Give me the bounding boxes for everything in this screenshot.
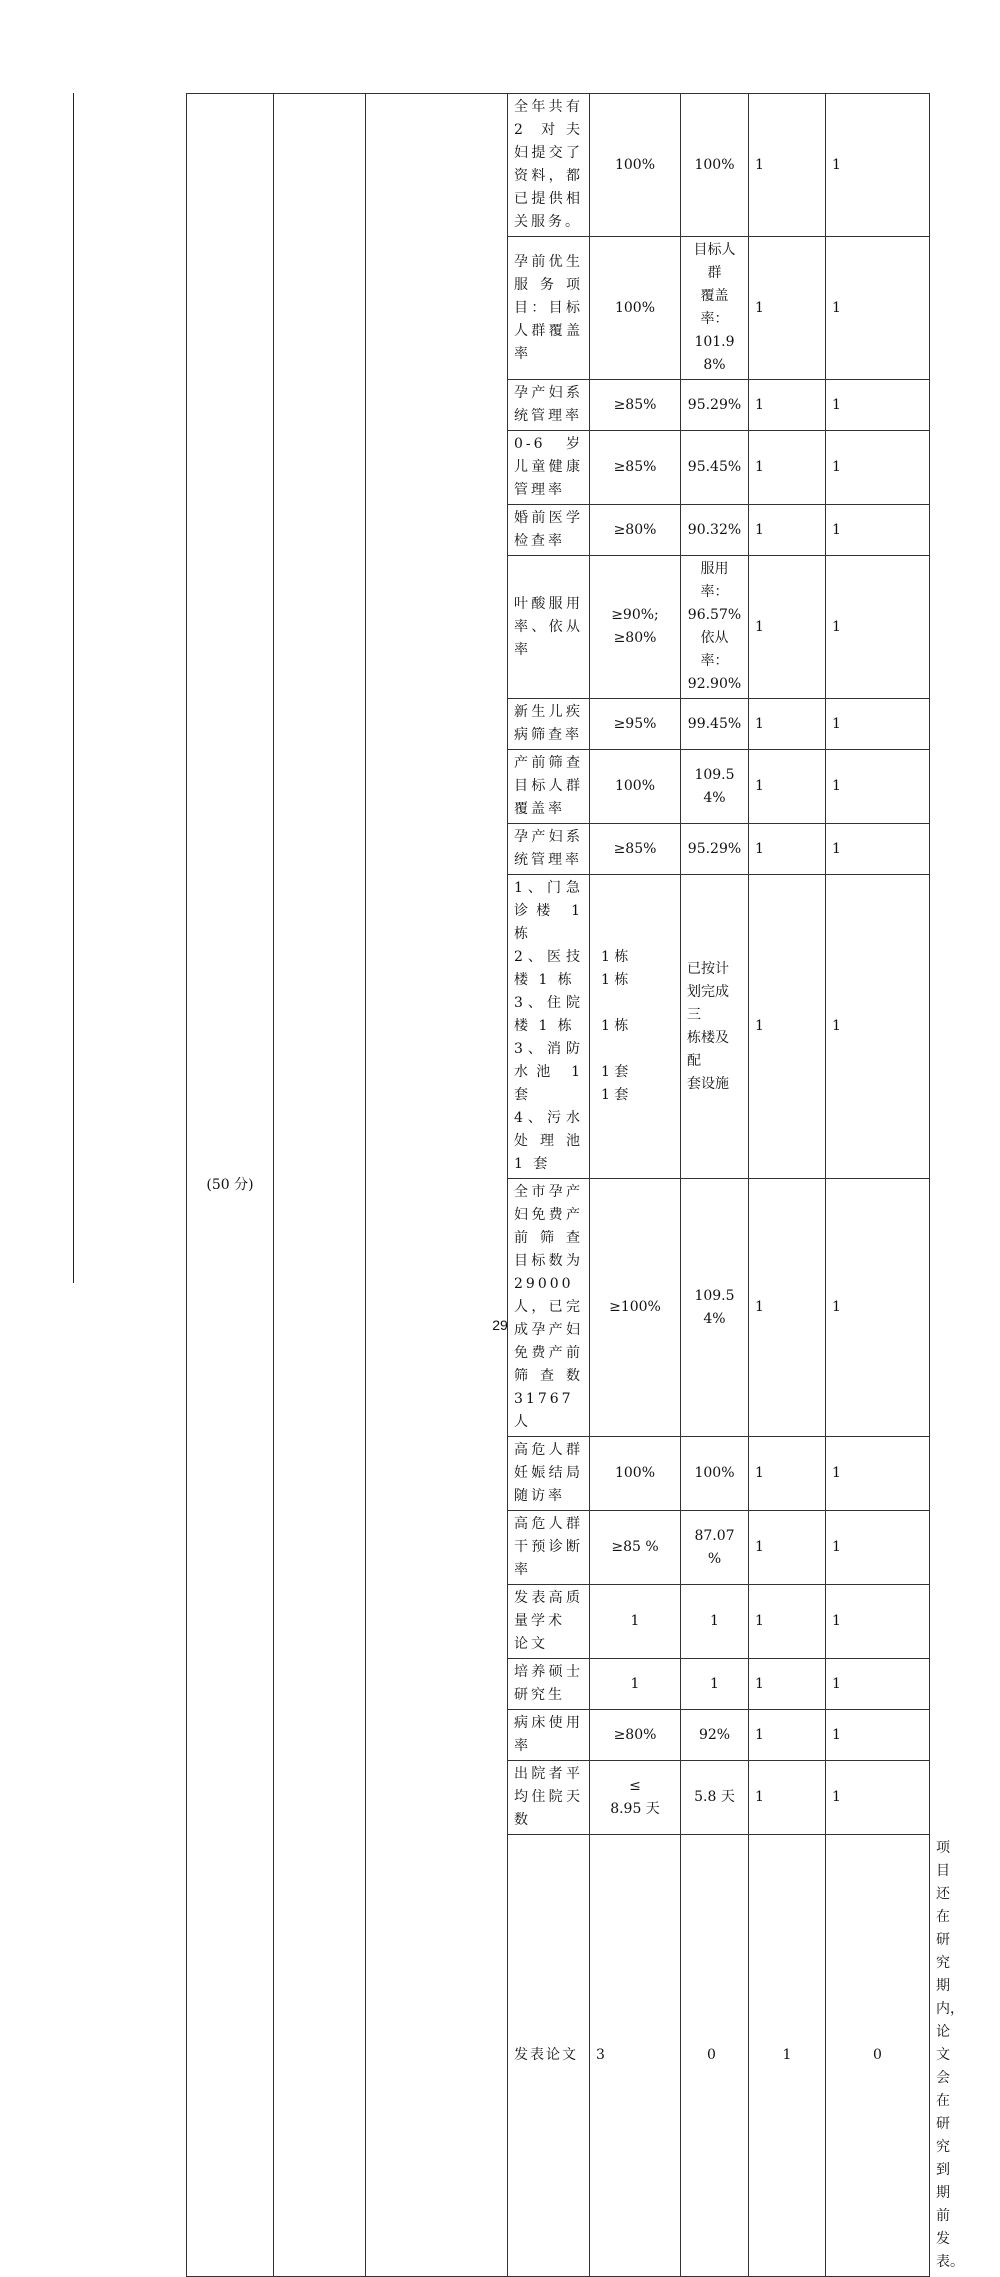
score-cell: 1 <box>826 556 930 699</box>
indicator-name-cell: 发表高质量学术 论文 <box>508 1585 590 1659</box>
actual-value-cell: 90.32% <box>681 505 749 556</box>
weight-cell: 1 <box>749 699 826 750</box>
target-value-cell: ≥85% <box>590 824 681 875</box>
target-value-cell: ≥85% <box>590 380 681 431</box>
actual-value-cell: 95.29% <box>681 380 749 431</box>
actual-value-cell: 目标人群 覆盖率： 101.98% <box>681 237 749 380</box>
target-value-cell: 3 <box>590 1835 681 2277</box>
actual-value-cell: 109.54% <box>681 750 749 824</box>
left-margin-rule <box>73 93 74 1283</box>
weight-cell: 1 <box>749 237 826 380</box>
indicator-name-cell: 孕前优生服务项目：目标人群覆盖率 <box>508 237 590 380</box>
score-cell: 1 <box>826 699 930 750</box>
actual-value-cell: 1 <box>681 1585 749 1659</box>
score-cell: 1 <box>826 1511 930 1585</box>
table-body <box>187 94 964 2277</box>
indicator-name-cell: 0-6 岁儿童健康管理率 <box>508 431 590 505</box>
indicator-name-cell: 发表论文 <box>508 1835 590 2277</box>
actual-value-cell: 5.8 天 <box>681 1761 749 1835</box>
score-cell: 1 <box>826 1710 930 1761</box>
actual-value-cell: 92% <box>681 1710 749 1761</box>
weight-cell: 1 <box>749 1585 826 1659</box>
score-cell: 1 <box>826 505 930 556</box>
indicator-name-cell: 全年共有 2 对夫妇提交了资料，都已提供相关服务。 <box>508 94 590 237</box>
target-value-cell: ≥80% <box>590 505 681 556</box>
indicator-name-cell: 1、门急诊楼 1 栋 2、医技楼 1 栋 3、住院楼 1 栋 3、消防水池 1 套 4、污水处理池 1 套 <box>508 875 590 1179</box>
indicator-name-cell: 新生儿疾病筛查率 <box>508 699 590 750</box>
score-cell: 1 <box>826 1585 930 1659</box>
target-value-cell: ≥100% <box>590 1179 681 1437</box>
actual-value-cell: 87.07 % <box>681 1511 749 1585</box>
score-category-cell: (50 分) <box>187 94 274 2277</box>
weight-cell: 1 <box>749 824 826 875</box>
weight-cell: 1 <box>749 1511 826 1585</box>
page-number: 29 <box>492 1317 508 1333</box>
weight-cell: 1 <box>749 1659 826 1710</box>
score-cell: 1 <box>826 94 930 237</box>
target-value-cell: 100% <box>590 1437 681 1511</box>
category-cell <box>274 94 366 2277</box>
score-cell: 1 <box>826 824 930 875</box>
table-row: 发表论文 3 0 1 0 项目还在研究期内，论文会在研究到期前发表。 <box>187 1835 930 2277</box>
score-cell: 1 <box>826 1761 930 1835</box>
weight-cell: 1 <box>749 1761 826 1835</box>
score-cell: 1 <box>826 1179 930 1437</box>
target-value-cell: 1 <box>590 1585 681 1659</box>
actual-value-cell: 95.45% <box>681 431 749 505</box>
weight-cell: 1 <box>749 1835 826 2277</box>
weight-cell: 1 <box>749 875 826 1179</box>
score-cell: 1 <box>826 1437 930 1511</box>
target-value-cell: 100% <box>590 94 681 237</box>
target-value-cell: 100% <box>590 750 681 824</box>
actual-value-cell: 100% <box>681 1437 749 1511</box>
actual-value-cell: 99.45% <box>681 699 749 750</box>
score-cell: 1 <box>826 431 930 505</box>
target-value-cell: ≥85 % <box>590 1511 681 1585</box>
target-value-cell: 1 <box>590 1659 681 1710</box>
actual-value-cell: 95.29% <box>681 824 749 875</box>
indicator-name-cell: 全市孕产妇免费产前筛查 目标数为 29000 人，已完成孕产妇免费产前筛查数 31767 人 <box>508 1179 590 1437</box>
target-value-cell: ≥90%; ≥80% <box>590 556 681 699</box>
indicator-name-cell: 出院者平均住院天数 <box>508 1761 590 1835</box>
target-value-cell: 100% <box>590 237 681 380</box>
indicator-name-cell: 叶酸服用率、依从率 <box>508 556 590 699</box>
indicator-name-cell: 病床使用率 <box>508 1710 590 1761</box>
score-cell: 1 <box>826 1659 930 1710</box>
target-value-cell: ≥95% <box>590 699 681 750</box>
weight-cell: 1 <box>749 505 826 556</box>
indicator-name-cell: 高危人群妊娠结局随访率 <box>508 1437 590 1511</box>
weight-cell: 1 <box>749 1437 826 1511</box>
target-value-cell: 1 栋 1 栋 1 栋 1 套 1 套 <box>590 875 681 1179</box>
actual-value-cell: 0 <box>681 1835 749 2277</box>
score-cell: 1 <box>826 380 930 431</box>
score-cell: 1 <box>826 875 930 1179</box>
indicator-name-cell: 产前筛查目标人群覆盖率 <box>508 750 590 824</box>
indicator-name-cell: 高危人群干预诊断率 <box>508 1511 590 1585</box>
indicator-name-cell: 培养硕士研究生 <box>508 1659 590 1710</box>
target-value-cell: ≥85% <box>590 431 681 505</box>
subcategory-cell <box>366 94 508 2277</box>
target-value-cell: ≥80% <box>590 1710 681 1761</box>
weight-cell: 1 <box>749 94 826 237</box>
weight-cell: 1 <box>749 750 826 824</box>
weight-cell: 1 <box>749 431 826 505</box>
indicator-name-cell: 孕产妇系统管理率 <box>508 380 590 431</box>
score-cell: 1 <box>826 237 930 380</box>
weight-cell: 1 <box>749 1710 826 1761</box>
actual-value-cell: 100% <box>681 94 749 237</box>
weight-cell: 1 <box>749 380 826 431</box>
actual-value-cell: 109.54% <box>681 1179 749 1437</box>
indicator-name-cell: 婚前医学检查率 <box>508 505 590 556</box>
weight-cell: 1 <box>749 556 826 699</box>
score-cell: 1 <box>826 750 930 824</box>
performance-indicator-table <box>186 93 964 2277</box>
indicator-name-cell: 孕产妇系统管理率 <box>508 824 590 875</box>
target-value-cell: ≤ 8.95 天 <box>590 1761 681 1835</box>
actual-value-cell: 服用率： 96.57% 依从率： 92.90% <box>681 556 749 699</box>
score-cell: 0 <box>826 1835 930 2277</box>
actual-value-cell: 1 <box>681 1659 749 1710</box>
actual-value-cell: 已按计 划完成三 栋楼及配 套设施 <box>681 875 749 1179</box>
table-row <box>187 94 930 237</box>
weight-cell: 1 <box>749 1179 826 1437</box>
